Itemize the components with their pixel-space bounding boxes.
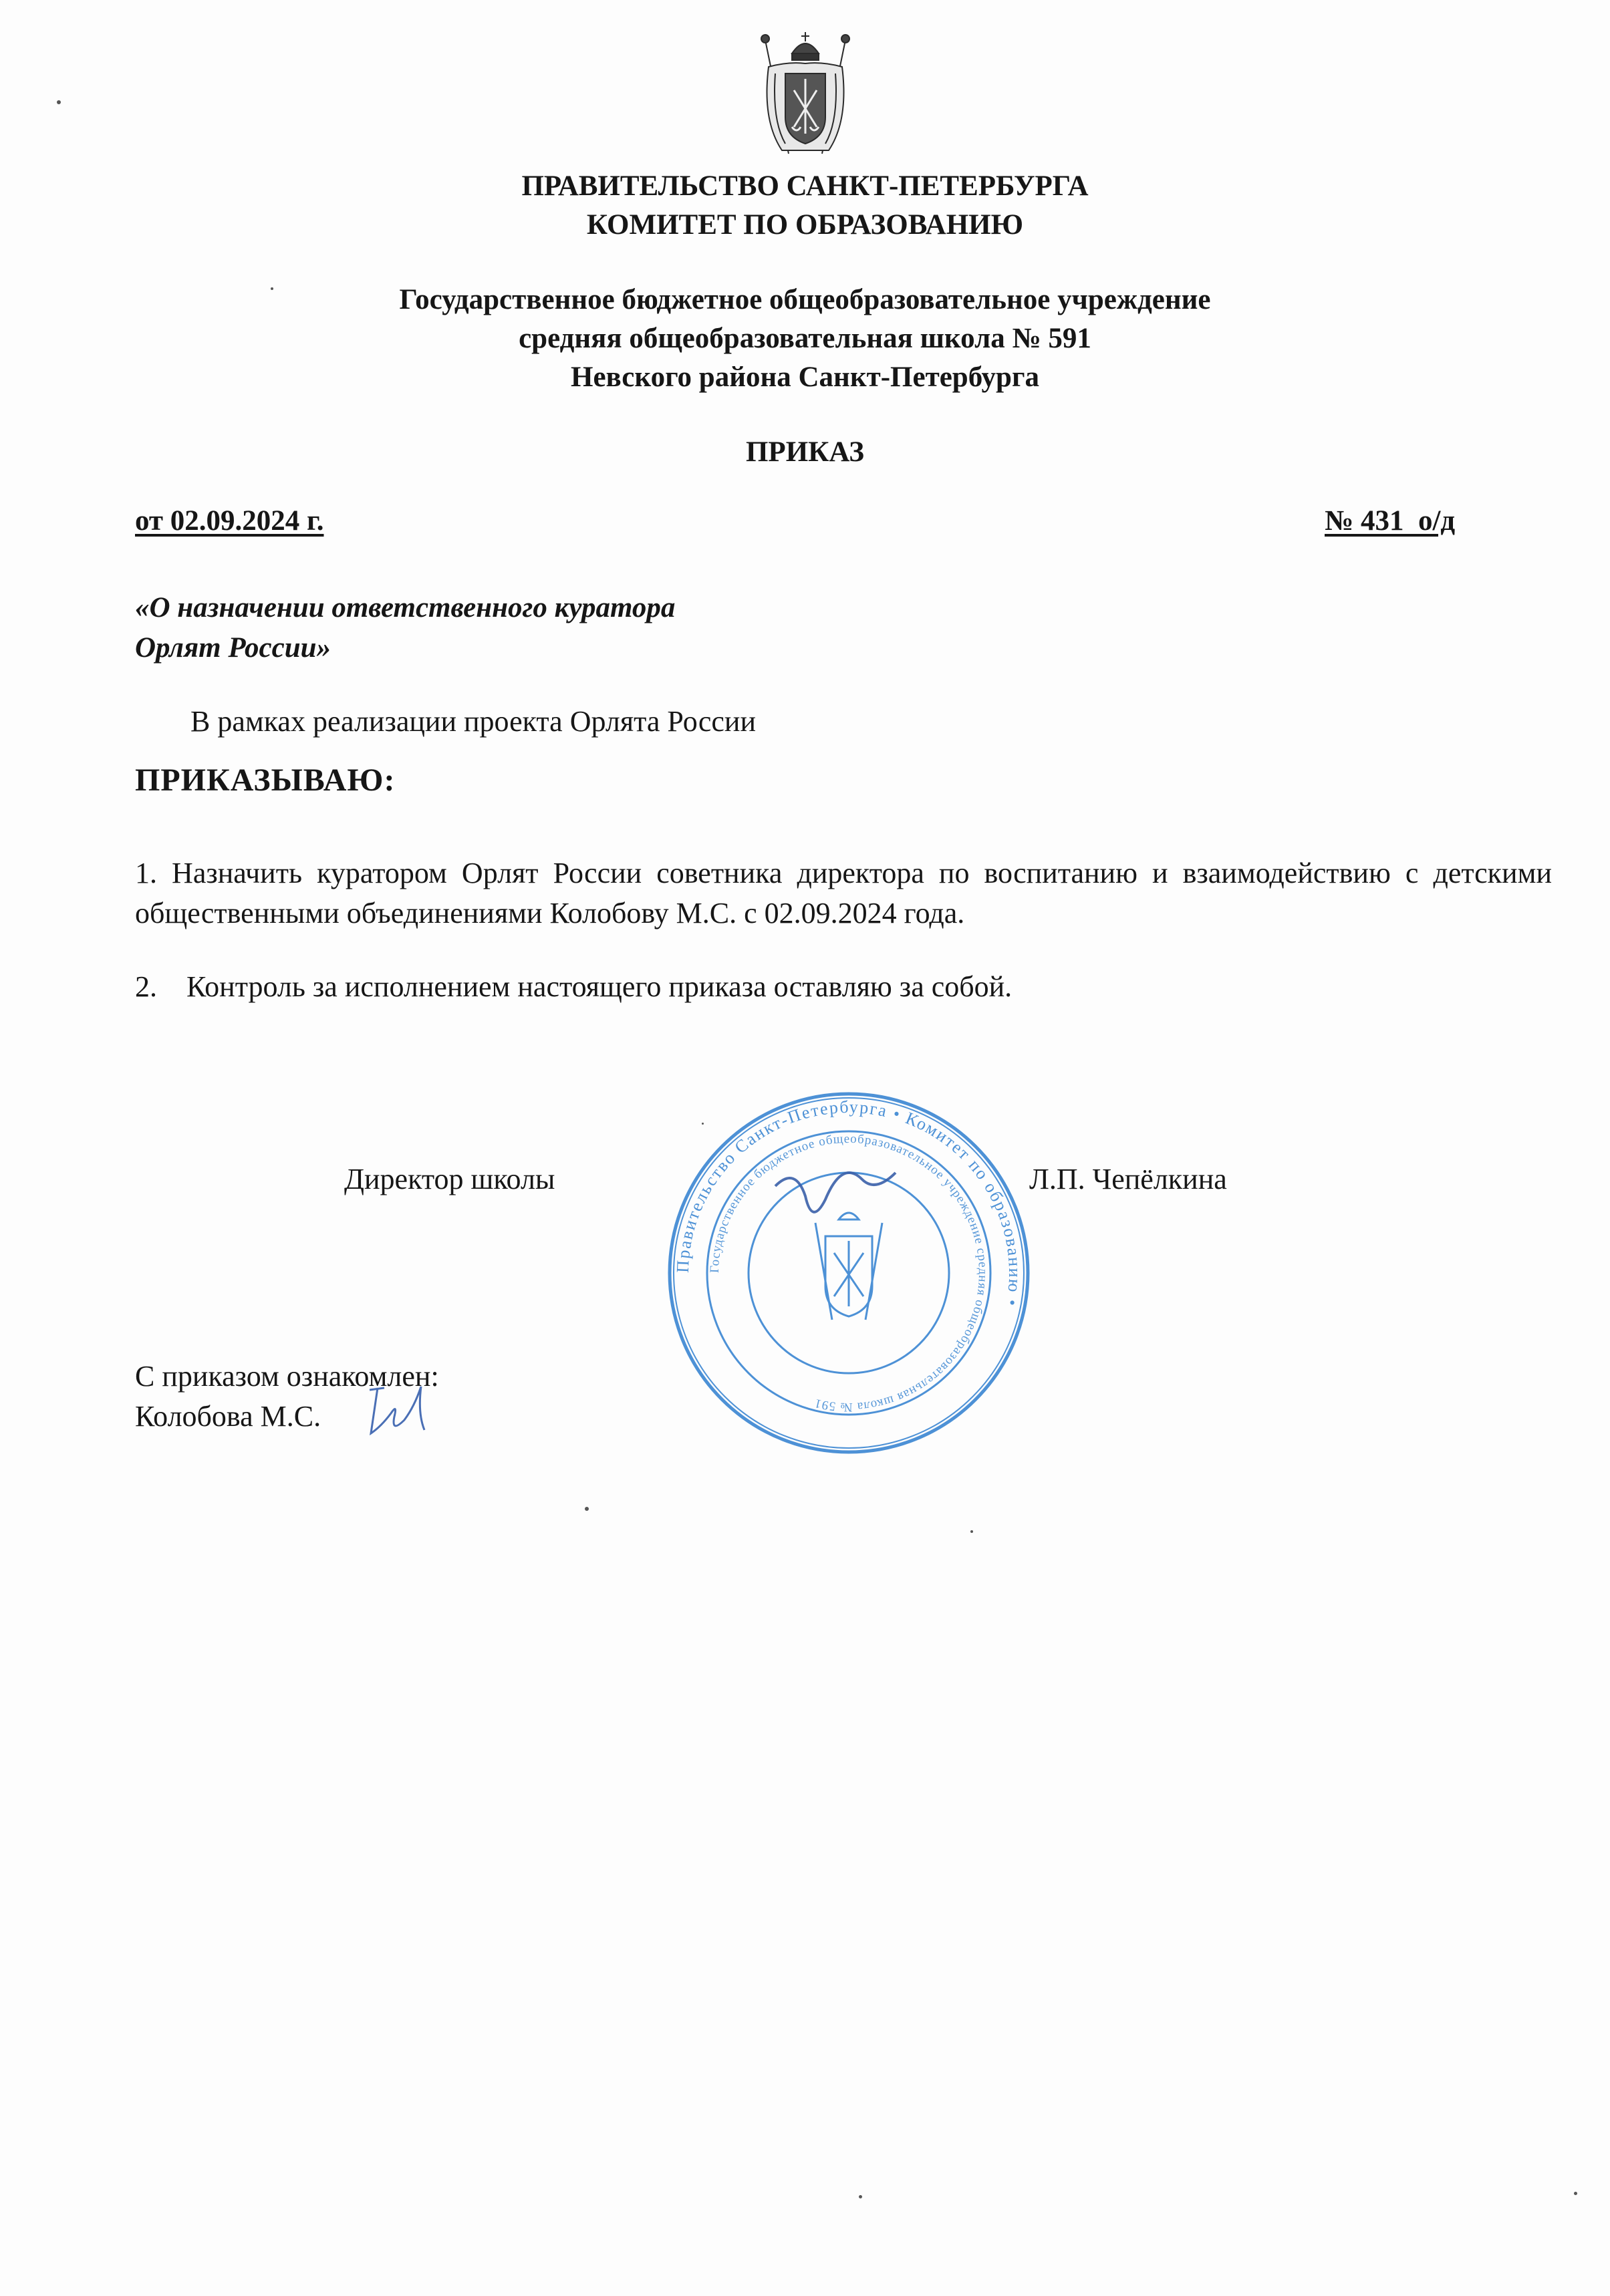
institution-line-3: Невского района Санкт-Петербурга <box>571 362 1039 393</box>
order-date: от 02.09.2024 г. <box>135 505 324 537</box>
signatory-title: Директор школы <box>344 1163 555 1195</box>
stamp-emblem-icon <box>815 1213 882 1320</box>
order-word: ПРИКАЗЫВАЮ: <box>135 762 396 798</box>
order-item-2: 2. Контроль за исполнением настоящего приказа оставляю за собой. <box>135 970 1013 1003</box>
order-subject-line-1: «О назначении ответственного куратора <box>135 592 676 623</box>
signatory-name: Л.П. Чепёлкина <box>1029 1163 1227 1195</box>
institution-line-2: средняя общеобразовательная школа № 591 <box>519 323 1091 354</box>
scan-speck <box>57 100 61 104</box>
scan-speck <box>1574 2192 1577 2195</box>
order-number: № 431 о/д <box>1325 505 1456 537</box>
committee-title: КОМИТЕТ ПО ОБРАЗОВАНИЮ <box>586 209 1024 241</box>
acknowledgement-signature <box>358 1380 438 1440</box>
government-title: ПРАВИТЕЛЬСТВО САНКТ-ПЕТЕРБУРГА <box>521 170 1089 202</box>
order-item-1: 1. Назначить куратором Орлят России советника директора по воспитанию и взаимодействию с детскими общественными объединениями Колобову М.С. с 02.09.2024 года. <box>135 857 1552 929</box>
director-signature <box>775 1173 896 1212</box>
intro-text: В рамках реализации проекта Орлята России <box>190 705 757 738</box>
scan-speck <box>271 287 273 290</box>
order-subject <box>135 588 675 668</box>
acknowledgement-name: Колобова М.С. <box>135 1400 321 1433</box>
acknowledgement-label: С приказом ознакомлен: <box>135 1360 439 1393</box>
stamp-outer-text: Правительство Санкт-Петербурга • Комитет по образованию • <box>672 1097 1025 1309</box>
document-type: ПРИКАЗ <box>745 436 865 468</box>
stamp-inner-text: Государственное бюджетное общеобразовательное учреждение средняя общеобразовательная школа № 591 <box>707 1131 990 1415</box>
scan-speck <box>970 1530 973 1533</box>
scan-speck <box>585 1507 589 1511</box>
scan-speck <box>859 2195 862 2198</box>
official-stamp <box>662 1086 1036 1460</box>
institution-line-1: Государственное бюджетное общеобразовательное учреждение <box>399 284 1211 315</box>
scan-speck <box>702 1123 704 1125</box>
coat-of-arms-emblem <box>755 27 855 164</box>
order-subject-line-2: Орлят России» <box>135 632 331 664</box>
